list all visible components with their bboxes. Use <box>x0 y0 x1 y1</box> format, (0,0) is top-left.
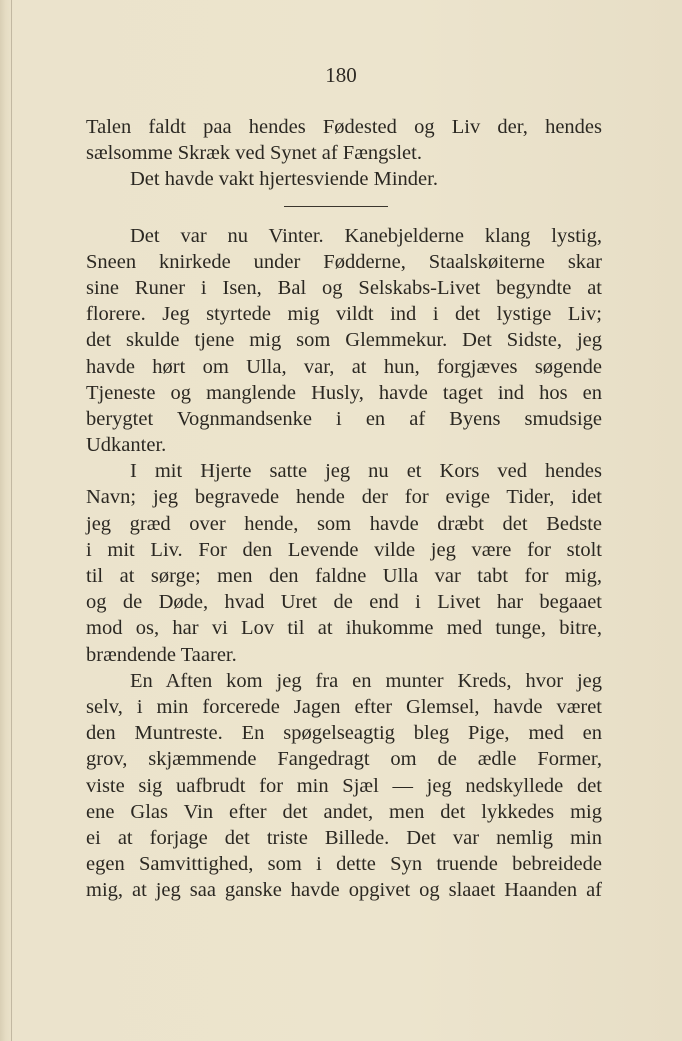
text-line: sine Runer i Isen, Bal og Selskabs-Livet begyndte at <box>86 276 602 299</box>
text-line: det skulde tjene mig som Glemmekur. Det Sidste, jeg <box>86 329 602 352</box>
paragraph <box>86 114 602 166</box>
text-line: berygtet Vognmandsenke i en af Byens smudsige <box>86 407 602 430</box>
text-line: En Aften kom jeg fra en munter Kreds, hvor jeg <box>130 669 602 692</box>
text-line: jeg græd over hende, som havde dræbt det Bedste <box>86 512 602 535</box>
text-line: Tjeneste og manglende Husly, havde taget ind hos en <box>86 381 602 404</box>
text-line: selv, i min forcerede Jagen efter Glemsel, havde været <box>86 695 602 718</box>
text-line: sælsomme Skræk ved Synet af Fængslet. <box>86 142 422 165</box>
text-line: viste sig uafbrudt for min Sjæl — jeg nedskyllede det <box>86 774 602 797</box>
text-line: ene Glas Vin efter det andet, men det lykkedes mig <box>86 800 602 823</box>
section-divider <box>86 193 602 223</box>
text-line: og de Døde, hvad Uret de end i Livet har begaaet <box>86 591 602 614</box>
text-line: mod os, har vi Lov til at ihukomme med tunge, bitre, <box>86 617 602 640</box>
text-line: i mit Liv. For den Levende vilde jeg være for stolt <box>86 538 602 561</box>
text-line: Udkanter. <box>86 434 167 457</box>
paragraph <box>86 458 602 668</box>
text-line: den Muntreste. En spøgelseagtig bleg Pige, med en <box>86 722 602 745</box>
text-line: Talen faldt paa hendes Fødested og Liv der, hendes <box>86 116 602 138</box>
paragraph <box>86 223 602 459</box>
text-line: ei at forjage det triste Billede. Det var nemlig min <box>86 826 602 849</box>
paragraph <box>86 166 602 192</box>
text-line: til at sørge; men den faldne Ulla var tabt for mig, <box>86 565 602 587</box>
text-line: Det havde vakt hjertesviende Minder. <box>130 168 438 191</box>
page-number: 180 <box>325 63 357 87</box>
paragraph <box>86 668 602 904</box>
text-line: Navn; jeg begravede hende der for evige Tider, idet <box>86 486 602 509</box>
text-line: Det var nu Vinter. Kanebjelderne klang lystig, <box>130 224 602 247</box>
text-line: brændende Taarer. <box>86 643 237 666</box>
text-line: I mit Hjerte satte jeg nu et Kors ved hendes <box>130 460 602 483</box>
text-line: egen Samvittighed, som i dette Syn truende bebreidede <box>86 853 602 876</box>
text-line: Sneen knirkede under Fødderne, Staalskøiterne skar <box>86 250 602 273</box>
body-text <box>86 114 602 903</box>
text-line: havde hørt om Ulla, var, at hun, forgjæves søgende <box>86 355 602 378</box>
text-line: grov, skjæmmende Fangedragt om de ædle Former, <box>86 748 602 771</box>
text-line: mig, at jeg saa ganske havde opgivet og slaaet Haanden af <box>86 879 602 902</box>
text-line: florere. Jeg styrtede mig vildt ind i det lystige Liv; <box>86 303 602 326</box>
binding-edge <box>11 0 12 1041</box>
